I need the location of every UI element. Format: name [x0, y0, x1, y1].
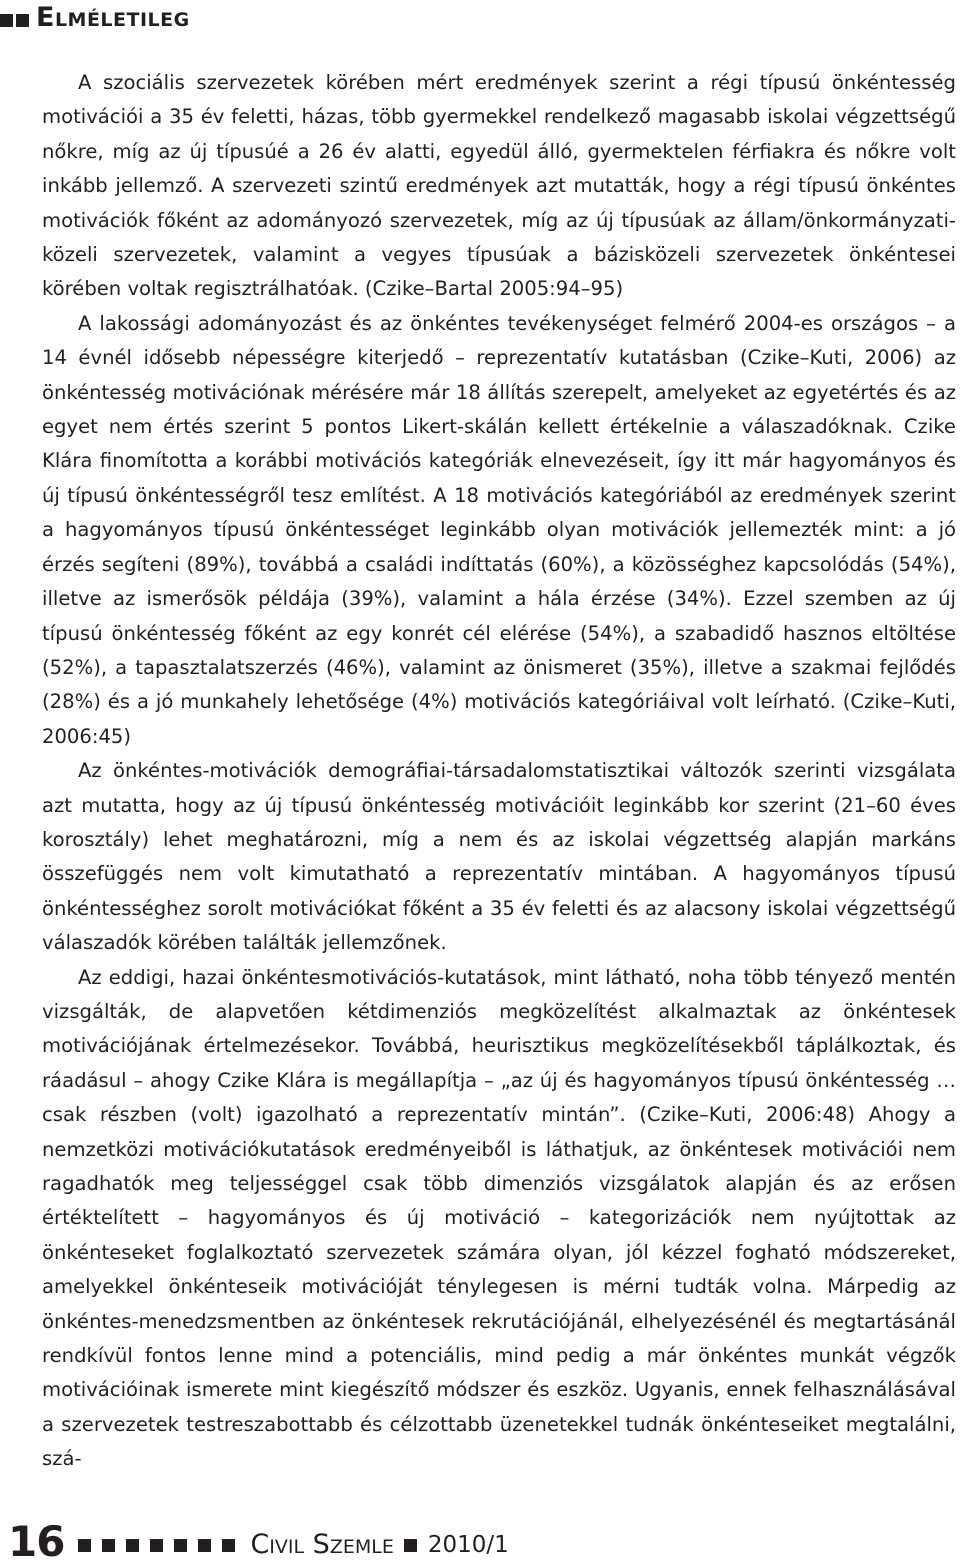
square-bullet-icon — [150, 1539, 163, 1552]
square-bullet-icon — [102, 1539, 115, 1552]
paragraph: Az eddigi, hazai önkéntesmotivációs-kutatások, mint látható, noha több tényező mentén vizsgálták, de alapvetően kétdimenziós megközelítést alkalmaztak az önkéntesek motivációjának értelmezésekor. Továbbá, heurisztikus megközelítésekből táplálkoztak, és ráadásul – ahogy Czike Klára is megállapítja – „az új és hagyományos típusú önkéntesség … csak részben (volt) igazolható a reprezentatív mintán”. (Czike–Kuti, 2006:48) Ahogy a nemzetközi motivációkutatások eredményeiből is láthatjuk, az önkéntesek motivációi nem ragadhatók meg teljességgel csak több dimenziós vizsgálatok alapján és az erősen értéktelített – hagyományos és új motiváció – kategorizációk nem nyújtottak az önkénteseket foglalkoztató szervezetek számára olyan, jól kézzel fogható módszereket, amelyekkel önkénteseik motivációját ténylegesen is mérni tudták volna. Márpedig az önkéntes-menedzsmentben az önkéntesek rekrutációjánál, elhelyezésénél és megtartásánál rendkívül fontos lenne mind a potenciális, mind pedig a már önkéntes munkát végzők motivációinak ismerete mint kiegészítő módszer és eszköz. Ugyanis, ennek felhasználásával a szervezetek testreszabottabb és célzottabb üzenetekkel tudnák önkénteseiket megtalálni, szá- — [42, 965, 956, 1471]
square-bullet-icon — [404, 1539, 417, 1552]
journal-name: Civil Szemle — [250, 1528, 394, 1560]
square-bullet-icon — [126, 1539, 139, 1552]
square-bullet-icon — [198, 1539, 211, 1552]
square-bullet-icon — [0, 14, 13, 27]
square-bullet-icon — [16, 14, 29, 27]
paragraph: A lakossági adományozást és az önkéntes tevékenységet felmérő 2004-es országos – a 14 évnél idősebb népességre kiterjedő – reprezentatív kutatásban (Czike–Kuti, 2006) az önkéntesség motivációnak mérésére már 18 állítás szerepelt, amelyeket az egyetértés és az egyet nem értés szerint 5 pontos Likert-skálán kellett értékelnie a válaszadóknak. Czike Klára finomította a korábbi motivációs kategóriák elnevezéseit, így itt már hagyományos és új típusú önkéntességről tesz említést. A 18 motivációs kategóriából az eredmények szerint a hagyományos típusú önkéntességet leginkább olyan motivációk jellemezték mint: a jó érzés segíteni (89%), továbbá a családi indíttatás (60%), a közösséghez kapcsolódás (54%), illetve az ismerősök példája (39%), valamint a hála érzése (34%). Ezzel szemben az új típusú önkéntesség főként az egy konrét cél elérése (54%), a szabadidő hasznos eltöltése (52%), a tapasztalatszerzés (46%), valamint az önismeret (35%), illetve a szakmai fejlődés (28%) és a jó munkahely lehetősége (4%) motivációs kategóriáival volt leírható. (Czike–Kuti, 2006:45) — [42, 311, 956, 748]
square-bullet-icon — [78, 1539, 91, 1552]
section-title: Elméletileg — [36, 1, 190, 33]
page-number: 16 — [8, 1516, 65, 1566]
square-bullet-icon — [174, 1539, 187, 1552]
page-footer — [0, 1518, 509, 1564]
section-header — [0, 0, 190, 34]
paragraph: A szociális szervezetek körében mért eredmények szerint a régi típusú önkéntesség motivációi a 35 év feletti, házas, több gyermekkel rendelkező magasabb iskolai végzettségű nőkre, míg az új típusúé a 26 év alatti, egyedül álló, gyermektelen férfiakra és nőkre volt inkább jellemző. A szervezeti szintű eredmények azt mutatták, hogy a régi típusú önkéntes motivációk főként az adományozó szervezetek, míg az új típusúak az állam/önkormányzati-közeli szervezetek, valamint a vegyes típusúak a bázisközeli szervezetek önkéntesei körében voltak regisztrálhatóak. (Czike–Bartal 2005:94–95) — [42, 71, 956, 301]
article-body — [42, 66, 956, 1477]
paragraph: Az önkéntes-motivációk demográfiai-társadalomstatisztikai változók szerinti vizsgálata azt mutatta, hogy az új típusú önkéntesség motivációit leginkább kor szerint (21–60 éves korosztály) lehet meghatározni, míg a nem és az iskolai végzettség alapján markáns összefüggés nem volt kimutatható a reprezentatív mintában. A hagyományos típusú önkéntességhez sorolt motivációkat főként a 35 év feletti és az alacsony iskolai végzettségű válaszadók körében találták jellemzőnek. — [42, 759, 956, 955]
issue-number: 2010/1 — [427, 1532, 509, 1558]
square-bullet-icon — [222, 1539, 235, 1552]
